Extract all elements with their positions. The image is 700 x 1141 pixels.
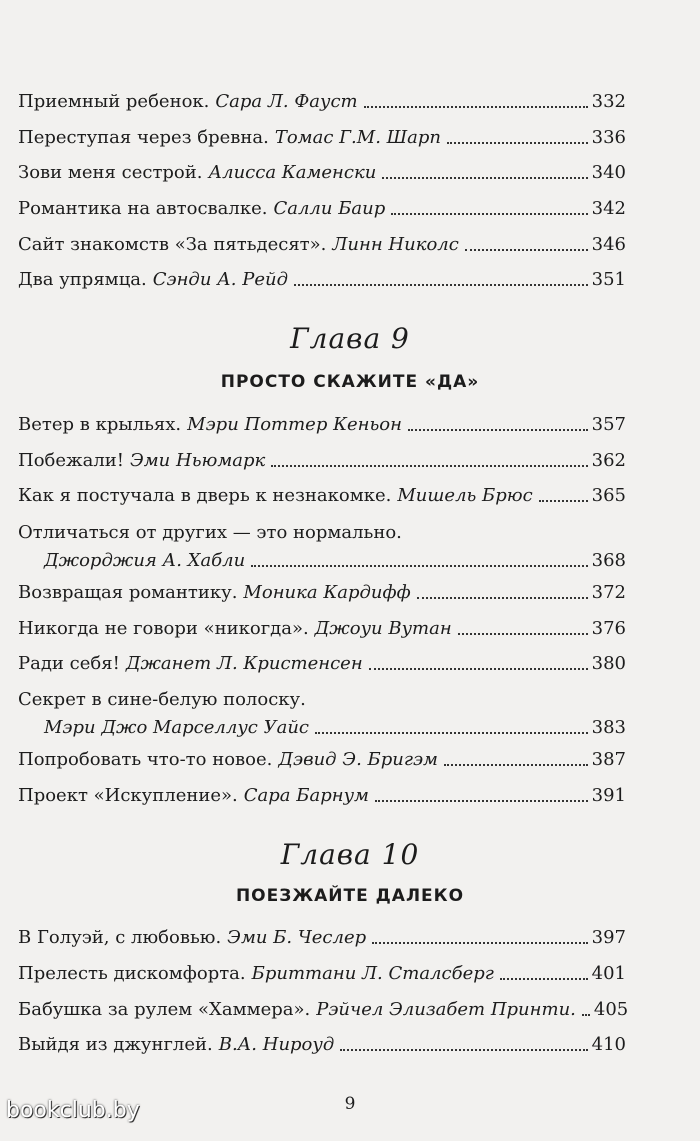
entry-page: 362 xyxy=(591,450,626,471)
entry-title: Выйдя из джунглей. xyxy=(18,1034,213,1055)
entry-page: 346 xyxy=(591,234,626,255)
entry-author: Бриттани Л. Сталсберг xyxy=(251,963,494,984)
entry-author: Сэнди А. Рейд xyxy=(152,269,288,290)
leader-dots xyxy=(444,764,588,766)
toc-entry xyxy=(18,233,626,257)
leader-dots xyxy=(340,1049,587,1051)
entry-title: Ради себя! xyxy=(18,653,120,674)
leader-dots xyxy=(364,106,588,108)
chapter-9-heading: Глава 9 xyxy=(290,322,410,355)
entry-title: Как я постучала в дверь к незнакомке. xyxy=(18,485,392,506)
entry-author: Мишель Брюс xyxy=(397,485,533,506)
leader-dots xyxy=(447,142,588,144)
toc-entry xyxy=(18,126,626,150)
entry-title: Бабушка за рулем «Хаммера». xyxy=(18,999,311,1020)
leader-dots xyxy=(372,942,588,944)
toc-entry xyxy=(18,652,626,676)
page-number: 9 xyxy=(344,1094,356,1114)
leader-dots xyxy=(294,284,588,286)
entry-author: Мэри Джо Марселлус Уайс xyxy=(44,717,309,738)
entry-title: Секрет в сине-белую полоску. xyxy=(18,689,306,710)
entry-page: 342 xyxy=(591,198,626,219)
entry-title: Два упрямца. xyxy=(18,269,147,290)
entry-page: 380 xyxy=(591,653,626,674)
entry-title: Прелесть дискомфорта. xyxy=(18,963,246,984)
entry-author: Сара Л. Фауст xyxy=(215,91,358,112)
entry-title: Попробовать что-то новое. xyxy=(18,749,273,770)
leader-dots xyxy=(382,177,587,179)
toc-entry xyxy=(18,962,626,986)
entry-title: Сайт знакомств «За пятьдесят». xyxy=(18,234,327,255)
entry-page: 332 xyxy=(591,91,626,112)
entry-page: 368 xyxy=(591,550,626,571)
entry-title: Возвращая романтику. xyxy=(18,582,238,603)
toc-entry xyxy=(18,413,626,437)
toc-entry xyxy=(18,161,626,185)
entry-author: Салли Баир xyxy=(273,198,386,219)
watermark-text: bookclub.by xyxy=(6,1098,140,1123)
toc-entry xyxy=(18,748,626,772)
toc-entry xyxy=(18,926,626,950)
chapter-10-heading: Глава 10 xyxy=(280,838,420,871)
entry-title: Приемный ребенок. xyxy=(18,91,210,112)
leader-dots xyxy=(458,633,588,635)
entry-page: 397 xyxy=(591,927,626,948)
entry-author: Мэри Поттер Кеньон xyxy=(187,414,403,435)
entry-title: Зови меня сестрой. xyxy=(18,162,203,183)
entry-title: В Голуэй, с любовью. xyxy=(18,927,222,948)
chapter-10-subtitle: ПОЕЗЖАЙТЕ ДАЛЕКО xyxy=(235,886,465,906)
entry-author: Эми Б. Чеслер xyxy=(227,927,367,948)
entry-author: Моника Кардифф xyxy=(243,582,411,603)
entry-page: 410 xyxy=(591,1034,626,1055)
entry-author: Дэвид Э. Бригэм xyxy=(278,749,438,770)
entry-page: 357 xyxy=(591,414,626,435)
entry-page: 372 xyxy=(591,582,626,603)
toc-entry xyxy=(18,197,626,221)
entry-page: 383 xyxy=(591,717,626,738)
chapter-9-subtitle: ПРОСТО СКАЖИТЕ «ДА» xyxy=(220,372,480,392)
leader-dots xyxy=(271,465,587,467)
entry-title: Переступая через бревна. xyxy=(18,127,269,148)
leader-dots xyxy=(539,500,588,502)
entry-page: 401 xyxy=(591,963,626,984)
toc-entry xyxy=(18,1033,626,1057)
toc-entry xyxy=(18,268,626,292)
entry-title: Проект «Искупление». xyxy=(18,785,238,806)
toc-entry xyxy=(18,688,626,740)
toc-entry xyxy=(18,449,626,473)
leader-dots xyxy=(369,668,588,670)
leader-dots xyxy=(408,429,588,431)
entry-page: 391 xyxy=(591,785,626,806)
leader-dots xyxy=(582,1014,590,1016)
entry-author: Сара Барнум xyxy=(243,785,369,806)
entry-title: Побежали! xyxy=(18,450,124,471)
entry-page: 340 xyxy=(591,162,626,183)
toc-entry xyxy=(18,784,626,808)
toc-entry xyxy=(18,90,626,114)
entry-author: Джоуи Вутан xyxy=(314,618,452,639)
leader-dots xyxy=(375,800,588,802)
entry-author: Рэйчел Элизабет Принти. xyxy=(316,999,576,1020)
entry-author: Линн Николс xyxy=(332,234,459,255)
entry-page: 365 xyxy=(591,485,626,506)
leader-dots xyxy=(315,732,588,734)
entry-page: 387 xyxy=(591,749,626,770)
entry-page: 405 xyxy=(593,999,629,1020)
entry-author: В.А. Нироуд xyxy=(218,1034,335,1055)
leader-dots xyxy=(251,565,587,567)
entry-page: 336 xyxy=(591,127,626,148)
entry-page: 351 xyxy=(591,269,626,290)
entry-author: Эми Ньюмарк xyxy=(129,450,266,471)
entry-author: Томас Г.М. Шарп xyxy=(274,127,442,148)
toc-entry xyxy=(18,521,626,573)
entry-author: Джорджия А. Хабли xyxy=(44,550,246,571)
entry-page: 376 xyxy=(591,618,626,639)
toc-entry xyxy=(18,998,629,1022)
leader-dots xyxy=(391,213,587,215)
entry-title: Отличаться от других — это нормально. xyxy=(18,522,402,543)
toc-entry xyxy=(18,581,626,605)
entry-author: Алисса Каменски xyxy=(208,162,377,183)
toc-entry xyxy=(18,484,626,508)
toc-entry xyxy=(18,617,626,641)
leader-dots xyxy=(500,978,588,980)
entry-title: Никогда не говори «никогда». xyxy=(18,618,309,639)
leader-dots xyxy=(417,597,588,599)
leader-dots xyxy=(465,249,588,251)
entry-title: Ветер в крыльях. xyxy=(18,414,182,435)
entry-author: Джанет Л. Кристенсен xyxy=(125,653,363,674)
entry-title: Романтика на автосвалке. xyxy=(18,198,268,219)
